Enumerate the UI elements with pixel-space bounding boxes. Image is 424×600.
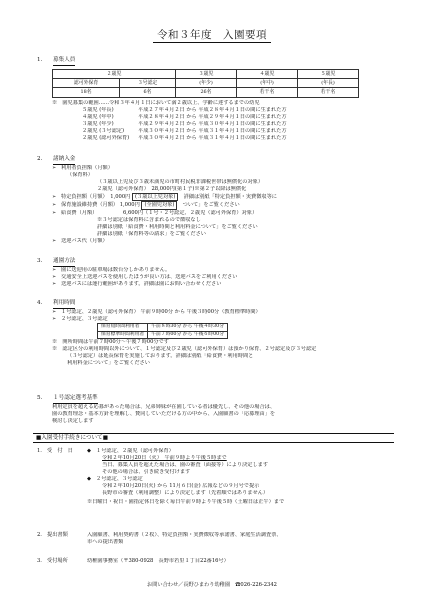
fee-line: 詳細は別紙「保育料等の請求」をご覧ください <box>97 230 206 237</box>
criteria-line: 園の教育理念・基本方針を理解し、賛同していただける方の中から、入園願書の「応募理由」を <box>52 411 276 418</box>
table-header: ３歳児 <box>176 70 237 79</box>
table-header: ５歳児 <box>298 70 359 79</box>
table-cell: 午前７時00分 から 午後６時00分 <box>148 331 228 338</box>
hours-table <box>97 323 228 339</box>
eligibility-note: ※ 園児募集の範囲……令和３年４月１日において満２歳以上、学齢に達するまでの幼児 <box>52 99 260 106</box>
table-cell: 26名 <box>176 88 237 97</box>
fee-line: ※３号認定は保育料に含まれるので徴収なし <box>97 216 201 223</box>
procedure-line: その他の場合は、引き続き受付けます <box>102 469 191 476</box>
procedure-line: 長野市の審査（利用調整）により決定します（先着順ではありません） <box>102 490 269 497</box>
section-hours <box>37 300 389 367</box>
section-number: 1. <box>37 448 42 454</box>
hours-line: （３号認定）は延長保育を実施しております。詳細は別紙「給食費・利用時間と <box>67 353 254 360</box>
section-selection <box>37 395 389 425</box>
procedure-line: ◆ １号認定、２歳児（認可外保育） <box>87 448 174 454</box>
section-number: 3. <box>37 558 42 564</box>
fee-line: ➢ 利用者負担額（月額） <box>52 165 113 172</box>
fee-line: （保育料） <box>67 172 93 179</box>
procedure-line: 当日、募集人員を超えた場合は、園の審査（面接等）により決定します <box>102 462 269 469</box>
section-heading: １号認定選考基準 <box>53 395 98 404</box>
procedure-location <box>37 558 389 565</box>
list-item: ➢ 交通安全上送迎バスを使用したほうが良い方は、送迎バスをご利用ください <box>52 274 238 281</box>
section-number: 2. <box>37 532 42 538</box>
section-fees <box>37 156 389 245</box>
table-cell: 18名 <box>53 88 120 97</box>
procedure-line: 幼稚園事務室（〒380-0928 長野市若里１丁目22番16号） <box>87 558 229 564</box>
section-number: 2. <box>37 156 43 162</box>
list-item: ➢ 園に送迎用の駐車場は数台分しかありません。 <box>52 267 171 274</box>
hours-line: ➢ ２号認定、３号認定 <box>52 316 108 323</box>
fee-line: ➢ 特定負担額（月額） 1,000円 (３歳以上児対象) 詳細は別紙「特定負担額・実費徴収等に <box>52 194 277 201</box>
section-heading: 諸納入金 <box>53 156 75 165</box>
age-row: ４歳児 (年中) 平成２８年４月２日 から 平成２９年４月１日の間に生まれた方 <box>82 113 287 120</box>
procedure-line: 市への提出書類 <box>87 539 124 546</box>
hours-line: ※ 開所時間は午前７時00分〜午後７時00分です <box>52 339 169 346</box>
table-cell: 保育短時間利用者 <box>98 324 148 331</box>
table-subheader: (年少) <box>176 79 237 88</box>
list-item: ➢ 送迎バスには運行範囲があります。詳細は園にお問い合わせください <box>52 281 222 288</box>
table-subheader: 認可外保育 <box>53 79 120 88</box>
page-title: 令和３年度 入園要項 <box>0 28 424 42</box>
table-subheader: (年長) <box>298 79 359 88</box>
fee-line: （３歳以上児及び３歳未満児の市町村民税非課税世帯は無償化の対象） <box>97 179 264 186</box>
table-cell: 若干名 <box>298 88 359 97</box>
criteria-line: 利用定員を超える応募があった場合は、兄弟姉妹が在園している者は優先し、その他の場合は、 <box>52 404 276 411</box>
table-header: ４歳児 <box>237 70 298 79</box>
procedure-line: ◆ ２号認定、３号認定 <box>87 476 143 483</box>
criteria-line: 検討し決定します <box>52 418 94 425</box>
table-header: ２歳児 <box>53 70 176 79</box>
section-number: 1. <box>37 57 43 63</box>
fee-line: ➢ 保育施設維持費（月額） 1,000円 (全園児対象) ついて」をご覧ください <box>52 202 240 209</box>
procedure-label: 受付場所 <box>47 558 68 564</box>
fee-line: ➢ 給食費（月額） 6,600円（１号・２号認定、２歳児（認可外保育）対象） <box>52 209 258 216</box>
table-cell: 午前８時30分 から 午後４時30分 <box>148 324 228 331</box>
age-row: ５歳児 (年長) 平成２７年４月２日 から 平成２８年４月１日の間に生まれた方 <box>82 106 287 113</box>
table-cell: 6名 <box>120 88 176 97</box>
procedure-reception <box>37 448 389 506</box>
procedure-line: 入園願書、利用契約書（２枚）、特定負担額・実費徴収等承諾書、家庭生活調査票、 <box>87 532 282 538</box>
section-number: 5. <box>37 395 43 401</box>
procedure-label: 受 付 日 <box>47 448 73 454</box>
age-row: ２歳児 (３号認定) 平成３０年４月２日 から 平成３１年４月１日の間に生まれた方 <box>82 127 287 134</box>
contact-footer: お問い合わせ／長野ひまわり幼稚園 ☎026-226-2342 <box>147 582 277 588</box>
section-number: 4. <box>37 300 43 306</box>
table-subheader: (年中) <box>237 79 298 88</box>
fee-line: ➢ 送迎バス代（月額） <box>52 237 108 244</box>
table-cell: 若干名 <box>237 88 298 97</box>
age-row: ２歳児 (認可外保育) 平成３０年４月２日 から 平成３１年４月１日の間に生まれた方 <box>82 134 287 141</box>
section-heading: 利用時間 <box>53 300 75 309</box>
procedure-label: 提出書類 <box>47 532 68 538</box>
section-recruitment <box>37 57 389 142</box>
table-subheader: ３号認定 <box>120 79 176 88</box>
hours-line: ➢ １号認定、２歳児（認可外保育） 午前９時00分 から 午後３時00分（教育標準時間） <box>52 309 261 316</box>
procedure-divider: ■入園受付手続きについて■ <box>33 433 394 443</box>
section-number: 3. <box>37 258 43 264</box>
procedure-line: 令和２年10月20日(火) から 11月６日(金) 広報などの９月号で提示 <box>102 483 260 490</box>
section-heading: 募集人員 <box>53 57 75 66</box>
table-cell: 保育標準時間利用者 <box>98 331 148 338</box>
section-commute <box>37 258 389 288</box>
procedure-documents <box>37 532 389 546</box>
procedure-line: 令和２年10月20日（火） 午前９時より午後５時まで <box>102 455 227 462</box>
age-row: ３歳児 (年少) 平成２９年４月２日 から 平成３０年４月１日の間に生まれた方 <box>82 120 287 127</box>
fee-line: ２歳児（認可外保育） 28,000円(第１子)※第２子以降は無償化 <box>97 186 247 193</box>
procedure-line: ※日曜日・祝日・園指定休日を除く毎日午前９時より午後５時（土曜日は正午）まで <box>87 499 285 506</box>
capacity-table <box>52 69 359 98</box>
hours-line: 利用料金について」をご覧ください <box>67 360 150 367</box>
fee-line: 詳細は別紙「給食費・利用時間と利用料金について」をご覧ください <box>97 223 258 230</box>
section-heading: 通園方法 <box>53 258 75 267</box>
hours-line: ※ 認定区分の利用時間以外について、１号認定及び２歳児（認可外保育）は預かり保育、２号認定及び３号認定 <box>52 346 317 353</box>
